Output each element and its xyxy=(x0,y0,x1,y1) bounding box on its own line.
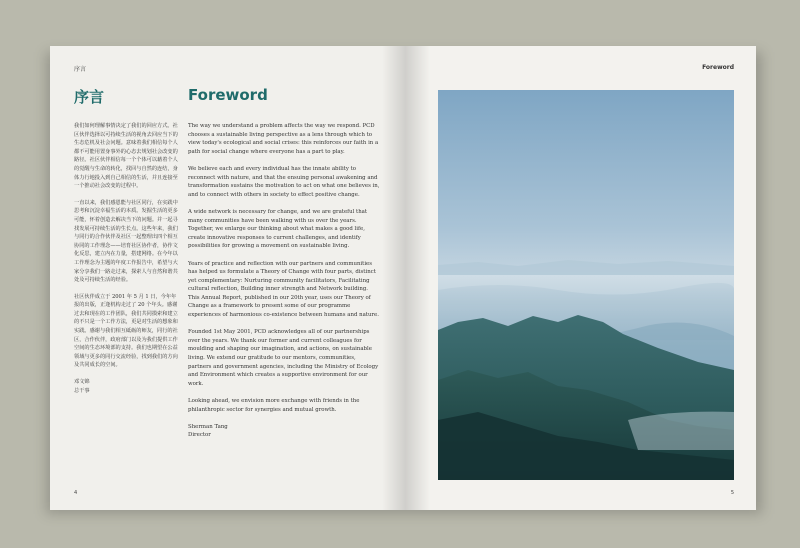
left-page xyxy=(50,46,406,510)
en-signature-title: Director xyxy=(188,432,211,439)
en-signature-name: Sherman Tang xyxy=(188,423,228,430)
page-number-right: 5 xyxy=(730,490,734,496)
en-paragraph-1: The way we understand a problem affects the way we respond. PCD chooses a sustainable living perspective as a lens through which to view today's ecological and social crises: this reinforces our faith in a path for social change where everyone has a part to play. xyxy=(188,123,379,155)
title-english: Foreword xyxy=(188,86,268,104)
cn-paragraph-3: 社区伙伴成立于 2001 年 5 月 1 日，今年年报的出版，正逢机构走过了 20 个年头。感谢过去和现在的工作团队，我们共同摸索和建立的不只是一个工作方法，更是对生活的想象和实践。感谢与我们相互砥砺的师友，同行的社区，合作伙伴，政府部门以及为我们提供工作空间的生态环境部的支持。我们也期望在公益领域与更多的同行交流经验，找到我们的方向及共同成长的空间。 xyxy=(74,293,178,369)
english-column xyxy=(188,122,380,440)
right-page xyxy=(406,46,756,510)
gutter-shadow-right xyxy=(406,46,430,510)
misty-mountain-photo xyxy=(438,90,734,480)
en-paragraph-3: A wide network is necessary for change, and we are grateful that many communities have been walking with us over the years. Together, we enlarge our thinking about what makes a good life, create innovative responses to current challenges, and identify possibilities for growing a movement on sustainable living. xyxy=(188,208,368,250)
en-paragraph-2: We believe each and every individual has the innate ability to reconnect with nature, and that the ensuing personal awakening and transformation sustains the motivation to act on what one believes in, and to connect with others in society to effect positive change. xyxy=(188,165,380,198)
cn-signature-title: 总干事 xyxy=(74,387,90,394)
running-header-right: Foreword xyxy=(702,64,734,71)
en-paragraph-4: Years of practice and reflection with our partners and communities has helped us formulate a Theory of Change with four parts, distinct yet complementary: Nurturing community facilitators, Facilitating cultural reflection, Building inner strength and Network building. This Annual Report, published in our 20th year, uses our Theory of Change as a framework to present some of our programme experiences of harmonious co-existence between humans and nature. xyxy=(188,260,379,319)
landscape-illustration xyxy=(438,90,734,480)
cn-paragraph-2: 一直以来，我们感恩能与社区同行，在实践中思考和沉淀幸福生活的本质。发掘生活的更多可能，怀着创造去解决当下的问题。并一起寻找发展可持续生活的生长点。这些年来，我们与同行的合作伙伴及社区一起整理出四个相互协同的工作理念——培育社区协作者，协作文化反思，建立内在力量，搭建网络。在今年以工作理念为主题的年度工作报告中，希望与大家分享我们一路走过来，探索人与自然和谐共处及可持续生活的经验。 xyxy=(74,199,178,284)
cn-signature-name: 邓文锦 xyxy=(74,379,90,386)
running-header-left: 序言 xyxy=(74,66,87,73)
en-paragraph-5: Founded 1st May 2001, PCD acknowledges all of our partnerships over the years. We thank our former and current colleagues for moulding and shaping our imagination, and actions, on sustainable living. We extend our gratitude to our mentors, communities, partners and government agencies, including the Ministry of Ecology and Environment which creates a supportive environment for our work. xyxy=(188,329,379,387)
en-paragraph-6: Looking ahead, we envision more exchange with friends in the philanthropic sector for synergies and mutual growth. xyxy=(188,398,360,413)
cn-paragraph-1: 我们如何理解事情决定了我们的回应方式。社区伙伴选择以可持续生活的视角去回应当下的生态危机及社会问题。意味着我们相信每个人都不可能用置身事外的心态去规划社会改变的路径。社区伙伴相信每一个个体可以藉着个人的觉醒与生命的转化，找回与自然的连结，身体力行地投入到自己相信的生活，并且连接至一个推动社会改变的过程中。 xyxy=(74,123,178,190)
title-chinese: 序言 xyxy=(74,88,105,106)
chinese-column xyxy=(74,122,178,395)
gutter-shadow-left xyxy=(382,46,406,510)
page-number-left: 4 xyxy=(74,490,78,496)
